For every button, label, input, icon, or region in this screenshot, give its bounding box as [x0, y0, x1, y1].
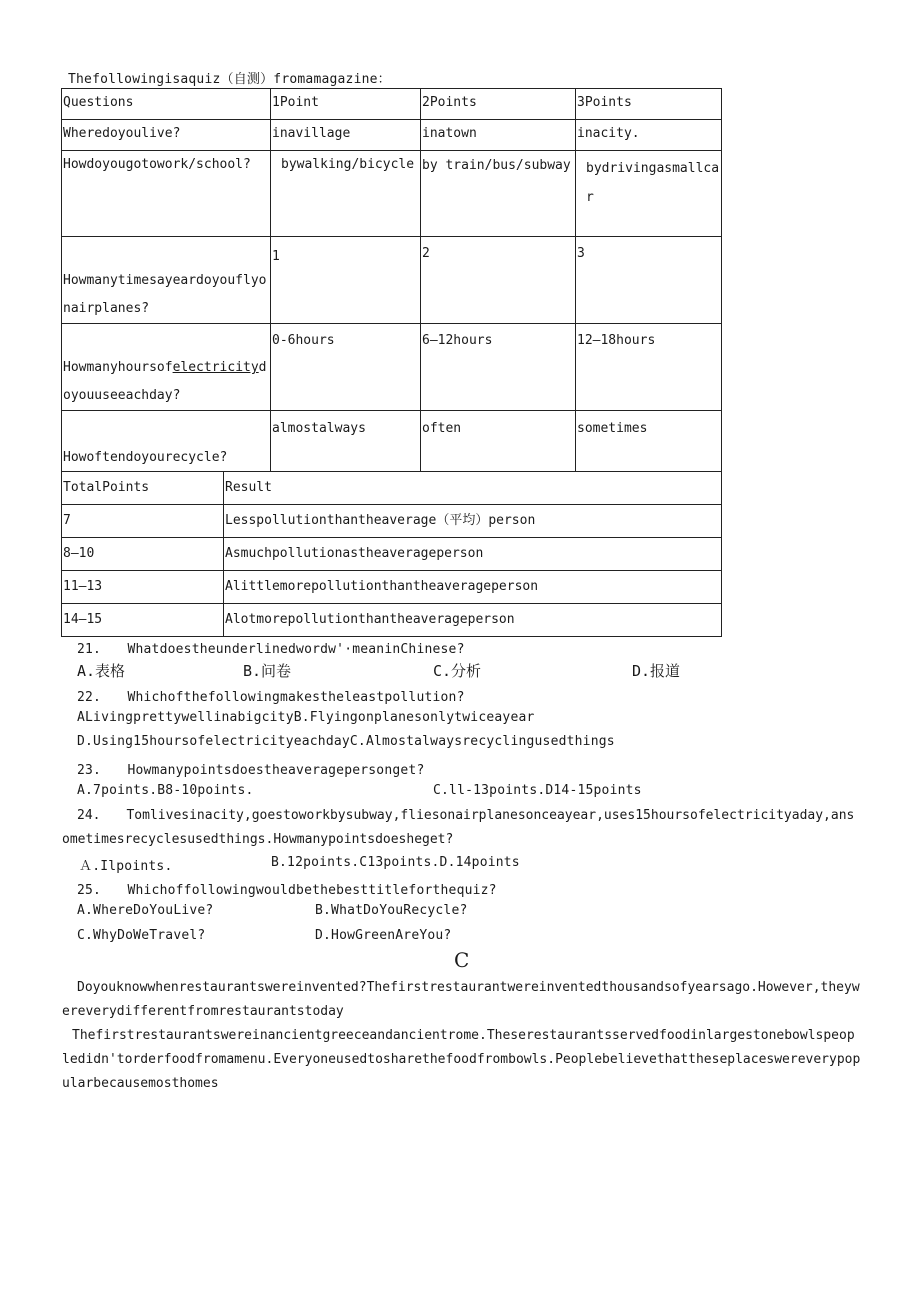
points-cell: 7 — [62, 505, 224, 538]
result-cell: Asmuchpollutionastheaverageperson — [224, 538, 722, 571]
q25-option-c: C.WhyDoWeTravel? — [77, 928, 206, 943]
header-1point: 1Point — [271, 89, 421, 120]
header-2points: 2Points — [421, 89, 576, 120]
q24-stem: 24. Tomlivesinacity,goestoworkbysubway,fliesonairplanesonceayear,uses15hoursofelectricityaday,ansometimesrecyclesusedthings.Howmanypointsdoesheget? — [62, 808, 855, 847]
q21-option-a: A.表格 — [77, 662, 126, 680]
table-row — [62, 237, 722, 324]
q21-stem: 21. Whatdoestheunderlinedwordw'·meaninChinese? — [77, 642, 465, 657]
result-cell: Lesspollutionthantheaverage（平均）person — [224, 505, 722, 538]
question-cell: Howoftendoyourecycle? — [62, 411, 271, 472]
header-result: Result — [224, 472, 722, 505]
points-cell: 8—10 — [62, 538, 224, 571]
question-cell: Wheredoyoulive? — [62, 120, 271, 151]
table-row — [62, 120, 722, 151]
result-cell: Alittlemorepollutionthantheaverageperson — [224, 571, 722, 604]
table-row — [62, 505, 722, 538]
results-table — [61, 471, 722, 637]
header-3points: 3Points — [576, 89, 722, 120]
table-header-row — [62, 472, 722, 505]
question-cell: Howdoyougotowork/school? — [62, 151, 271, 237]
result-cell: Alotmorepollutionthantheaverageperson — [224, 604, 722, 637]
q23-stem: 23. Howmanypointsdoestheaveragepersonget? — [77, 763, 425, 778]
passage-paragraph: Thefirstrestaurantswereinancientgreeceandancientrome.Theserestaurantsservedfoodinlargestonebowlspeopledidn'torderfoodfromamenu.Everyoneusedtosharethefoodfrombowls.Peoplebelievethattheseplaceswereverypopularbecausemosthomes — [62, 1028, 861, 1091]
option-cell: 2 — [421, 237, 576, 324]
q25-option-d: D.HowGreenAreYou? — [315, 928, 452, 943]
table-row — [62, 411, 722, 472]
table-row — [62, 151, 722, 237]
q22-options-line1: ALivingprettywellinabigcityB.Flyingonplanesonlytwiceayear — [77, 710, 535, 725]
table-row — [62, 538, 722, 571]
question-cell — [62, 324, 271, 411]
table-row — [62, 571, 722, 604]
q22-options-line2: D.Using15hoursofelectricityeachdayC.Almostalwaysrecyclingusedthings — [77, 734, 615, 749]
question-text: doyouuseeachday? — [63, 360, 267, 403]
header-total-points: TotalPoints — [62, 472, 224, 505]
q21-option-d: D.报道 — [632, 662, 681, 680]
option-cell: sometimes — [576, 411, 722, 472]
option-cell: by train/bus/subway — [421, 151, 576, 237]
option-cell: 6—12hours — [421, 324, 576, 411]
quiz-table — [61, 88, 722, 472]
option-cell: almostalways — [271, 411, 421, 472]
q24-options-bcd: B.12points.C13points.D.14points — [271, 855, 520, 870]
q25-option-b: B.WhatDoYouRecycle? — [315, 903, 468, 918]
option-cell: inavillage — [271, 120, 421, 151]
q21-option-b: B.问卷 — [243, 662, 292, 680]
q23-options-ab: A.7points.B8-10points. — [77, 783, 254, 798]
section-heading: C — [454, 948, 470, 972]
question-cell: Howmanytimesayeardoyouflyonairplanes? — [62, 237, 271, 324]
q24-option-a: Ａ.Ilpoints. — [79, 859, 173, 874]
passage-paragraph: Doyouknowwhenrestaurantswereinvented?Thefirstrestaurantwereinventedthousandsofyearsago.However,theywereverydifferentfromrestaurantstoday — [62, 980, 860, 1019]
q22-stem: 22. Whichofthefollowingmakestheleastpollution? — [77, 690, 465, 705]
header-questions: Questions — [62, 89, 271, 120]
option-cell: 12—18hours — [576, 324, 722, 411]
option-cell: 0-6hours — [271, 324, 421, 411]
table-header-row — [62, 89, 722, 120]
option-cell: 3 — [576, 237, 722, 324]
points-cell: 11—13 — [62, 571, 224, 604]
option-cell: bydrivingasmallcar — [576, 151, 722, 237]
underlined-word: electricity — [172, 360, 259, 375]
option-cell: bywalking/bicycle — [271, 151, 421, 237]
q21-option-c: C.分析 — [433, 662, 482, 680]
q25-stem: 25. Whichoffollowingwouldbethebesttitleforthequiz? — [77, 883, 497, 898]
option-cell: often — [421, 411, 576, 472]
question-text: Howmanyhoursof — [63, 360, 173, 375]
option-cell: 1 — [271, 237, 421, 324]
points-cell: 14—15 — [62, 604, 224, 637]
option-cell: inatown — [421, 120, 576, 151]
intro-text: Thefollowingisaquiz（自测）fromamagazine： — [68, 72, 391, 87]
table-row — [62, 604, 722, 637]
table-row — [62, 324, 722, 411]
q23-options-cd: C.ll-13points.D14-15points — [433, 783, 642, 798]
option-cell: inacity. — [576, 120, 722, 151]
q25-option-a: A.WhereDoYouLive? — [77, 903, 214, 918]
